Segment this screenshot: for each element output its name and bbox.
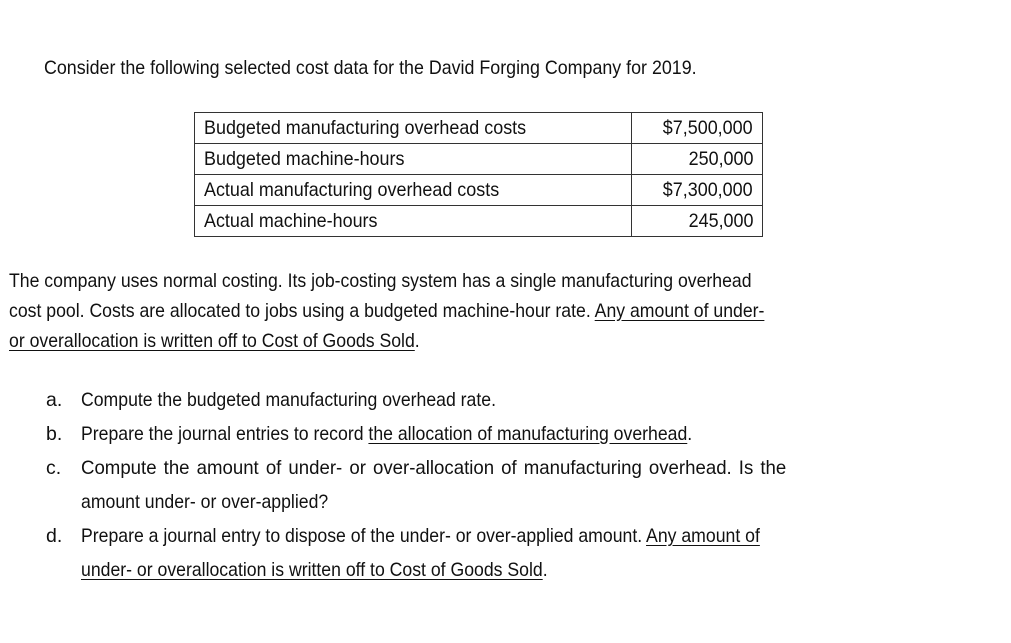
paragraph-line-3: or overallocation is written off to Cost of Goods Sold. (9, 330, 420, 352)
question-text: Compute the budgeted manufacturing overhead rate. (81, 389, 496, 411)
underlined-text: under- or overallocation is written off to Cost of Goods Sold (81, 559, 543, 581)
question-text: Compute the amount of under- or over-allocation of manufacturing overhead. Is the (81, 457, 787, 479)
row-label: Budgeted manufacturing overhead costs (195, 113, 632, 144)
question-text: Prepare a journal entry to dispose of the under- or over-applied amount. Any amount of (81, 525, 760, 547)
question-text: Prepare the journal entries to record the allocation of manufacturing overhead. (81, 423, 693, 445)
row-value: $7,300,000 (632, 175, 763, 206)
list-marker: b. (46, 423, 63, 445)
table-row (195, 113, 763, 144)
underlined-text: Any amount of under- (594, 300, 765, 322)
paragraph-line-2: cost pool. Costs are allocated to jobs using a budgeted machine-hour rate. Any amount of under- (9, 300, 765, 322)
question-text: under- or overallocation is written off to Cost of Goods Sold. (81, 559, 548, 581)
row-value: 250,000 (632, 144, 763, 175)
row-value: 245,000 (632, 206, 763, 237)
table-row (195, 175, 763, 206)
intro-text: Consider the following selected cost data for the David Forging Company for 2019. (44, 57, 697, 79)
list-marker: c. (46, 457, 62, 479)
list-marker: a. (46, 389, 63, 411)
row-label: Actual manufacturing overhead costs (195, 175, 632, 206)
question-text: amount under- or over-applied? (81, 491, 329, 513)
underlined-text: Any amount of (646, 525, 760, 547)
row-label: Actual machine-hours (195, 206, 632, 237)
underlined-text: the allocation of manufacturing overhead (368, 423, 688, 445)
table-row (195, 206, 763, 237)
row-label: Budgeted machine-hours (195, 144, 632, 175)
row-value: $7,500,000 (632, 113, 763, 144)
underlined-text: or overallocation is written off to Cost of Goods Sold (9, 330, 415, 352)
cost-data-table (194, 112, 763, 237)
paragraph-line-1: The company uses normal costing. Its job-costing system has a single manufacturing overhead (9, 270, 752, 292)
table-row (195, 144, 763, 175)
list-marker: d. (46, 525, 63, 547)
